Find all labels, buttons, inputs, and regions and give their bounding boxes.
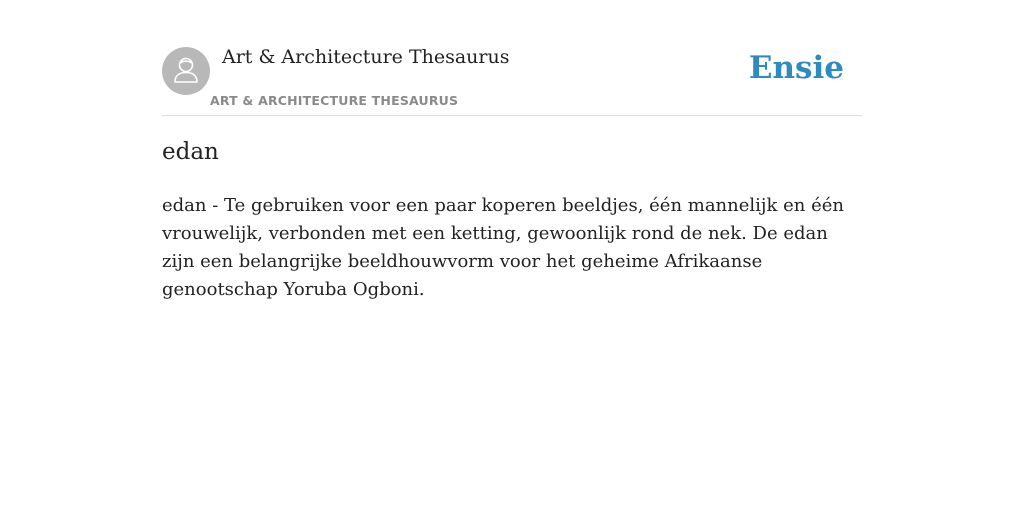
entry-title: edan [162,139,219,165]
entry-description: edan - Te gebruiken voor een paar koperen beeldjes, één mannelijk en één vrouwelijk, verbonden met een ketting, gewoonlijk rond de nek. De edan zijn een belangrijke beeldhouwvorm voor het geheime Afrikaanse genootschap Yoruba Ogboni. [162,195,844,300]
avatar[interactable] [162,47,210,95]
user-icon [162,47,210,95]
header [162,40,862,116]
author-name-link[interactable]: Art & Architecture Thesaurus [222,46,510,68]
ensie-logo[interactable]: Ensie [748,50,844,86]
author-subtitle-link[interactable]: ART & ARCHITECTURE THESAURUS [210,93,459,108]
